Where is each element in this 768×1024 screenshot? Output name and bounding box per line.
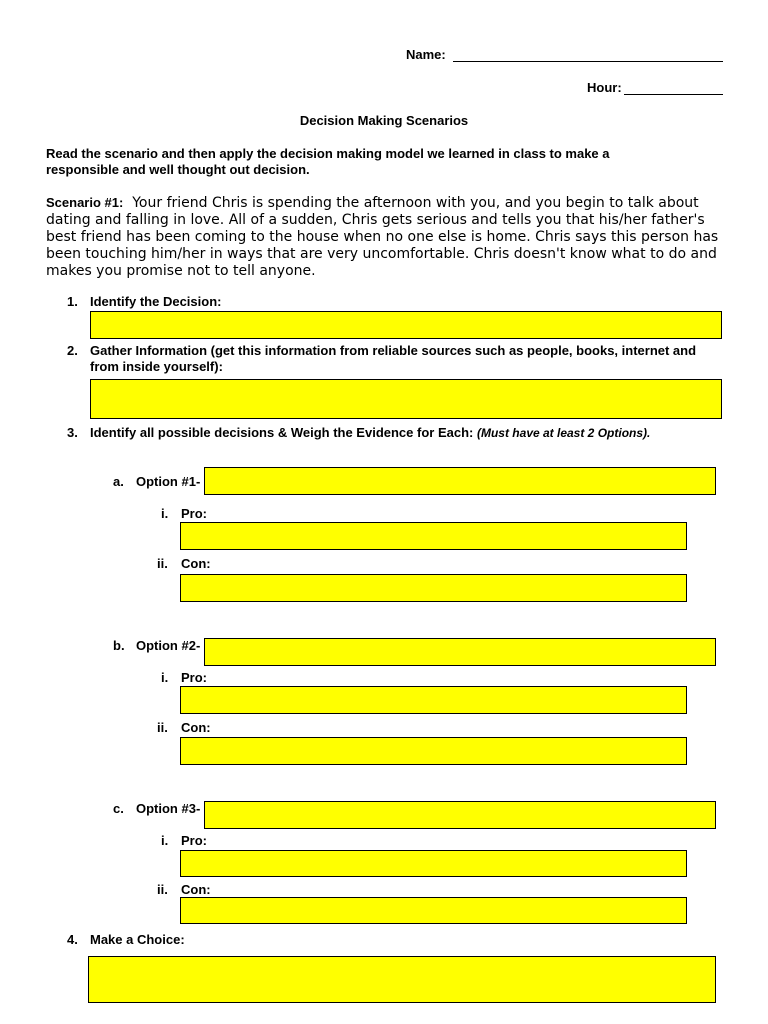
option-3-pro-number: i. <box>161 833 169 848</box>
decision-answer-box[interactable] <box>90 311 722 339</box>
step-2-label: Gather Information (get this information from reliable sources such as people, books, internet and from inside yourself): <box>90 343 697 374</box>
page-title: Decision Making Scenarios <box>299 113 469 128</box>
step-3-number: 3. <box>67 425 78 440</box>
hour-field[interactable] <box>624 82 723 95</box>
scenario-paragraph <box>46 194 726 280</box>
step-1-number: 1. <box>67 294 78 309</box>
option-1-pro-box[interactable] <box>180 522 687 550</box>
option-3-box[interactable] <box>204 801 716 829</box>
option-1-con-box[interactable] <box>180 574 687 602</box>
option-1-pro-number: i. <box>161 506 169 521</box>
option-3-pro-box[interactable] <box>180 850 687 877</box>
option-3-letter: c. <box>113 801 124 816</box>
option-2-pro-label: Pro: <box>181 670 207 685</box>
name-field[interactable] <box>453 49 723 62</box>
step-3-note: (Must have at least 2 Options). <box>476 426 651 440</box>
option-2-pro-number: i. <box>161 670 169 685</box>
scenario-label: Scenario #1: <box>46 195 124 210</box>
gather-information-box[interactable] <box>90 379 722 419</box>
step-4-number: 4. <box>67 932 78 947</box>
make-choice-box[interactable] <box>88 956 716 1003</box>
option-1-letter: a. <box>113 474 124 489</box>
option-3-con-box[interactable] <box>180 897 687 924</box>
option-2-letter: b. <box>113 638 125 653</box>
step-2-number: 2. <box>67 343 78 358</box>
step-4-label: Make a Choice: <box>90 932 185 947</box>
option-2-con-label: Con: <box>181 720 211 735</box>
step-1-label: Identify the Decision: <box>90 294 222 309</box>
option-2-pro-box[interactable] <box>180 686 687 714</box>
option-1-con-label: Con: <box>181 556 211 571</box>
hour-label: Hour: <box>587 80 622 95</box>
option-1-pro-label: Pro: <box>181 506 207 521</box>
option-2-con-number: ii. <box>157 720 168 735</box>
instructions: Read the scenario and then apply the decision making model we learned in class to make a responsible and well thought out decision. <box>46 146 610 177</box>
option-2-label: Option #2- <box>136 638 201 653</box>
option-1-label: Option #1- <box>136 474 201 489</box>
option-3-label: Option #3- <box>136 801 201 816</box>
option-1-con-number: ii. <box>157 556 168 571</box>
step-3-text <box>90 425 730 440</box>
option-3-con-number: ii. <box>157 882 168 897</box>
option-2-con-box[interactable] <box>180 737 687 765</box>
option-3-con-label: Con: <box>181 882 211 897</box>
step-3-label: Identify all possible decisions & Weigh the Evidence for Each: <box>90 425 474 440</box>
option-1-box[interactable] <box>204 467 716 495</box>
option-2-box[interactable] <box>204 638 716 666</box>
option-3-pro-label: Pro: <box>181 833 207 848</box>
scenario-text: Your friend Chris is spending the afternoon with you, and you begin to talk about dating and falling in love. All of a sudden, Chris gets serious and tells you that his/her father's best friend has been coming to the house when no one else is home. Chris says this person has been touching him/her in ways that are very uncomfortable. Chris doesn't know what to do and makes you promise not to tell anyone. <box>46 195 719 279</box>
name-label: Name: <box>406 47 446 62</box>
